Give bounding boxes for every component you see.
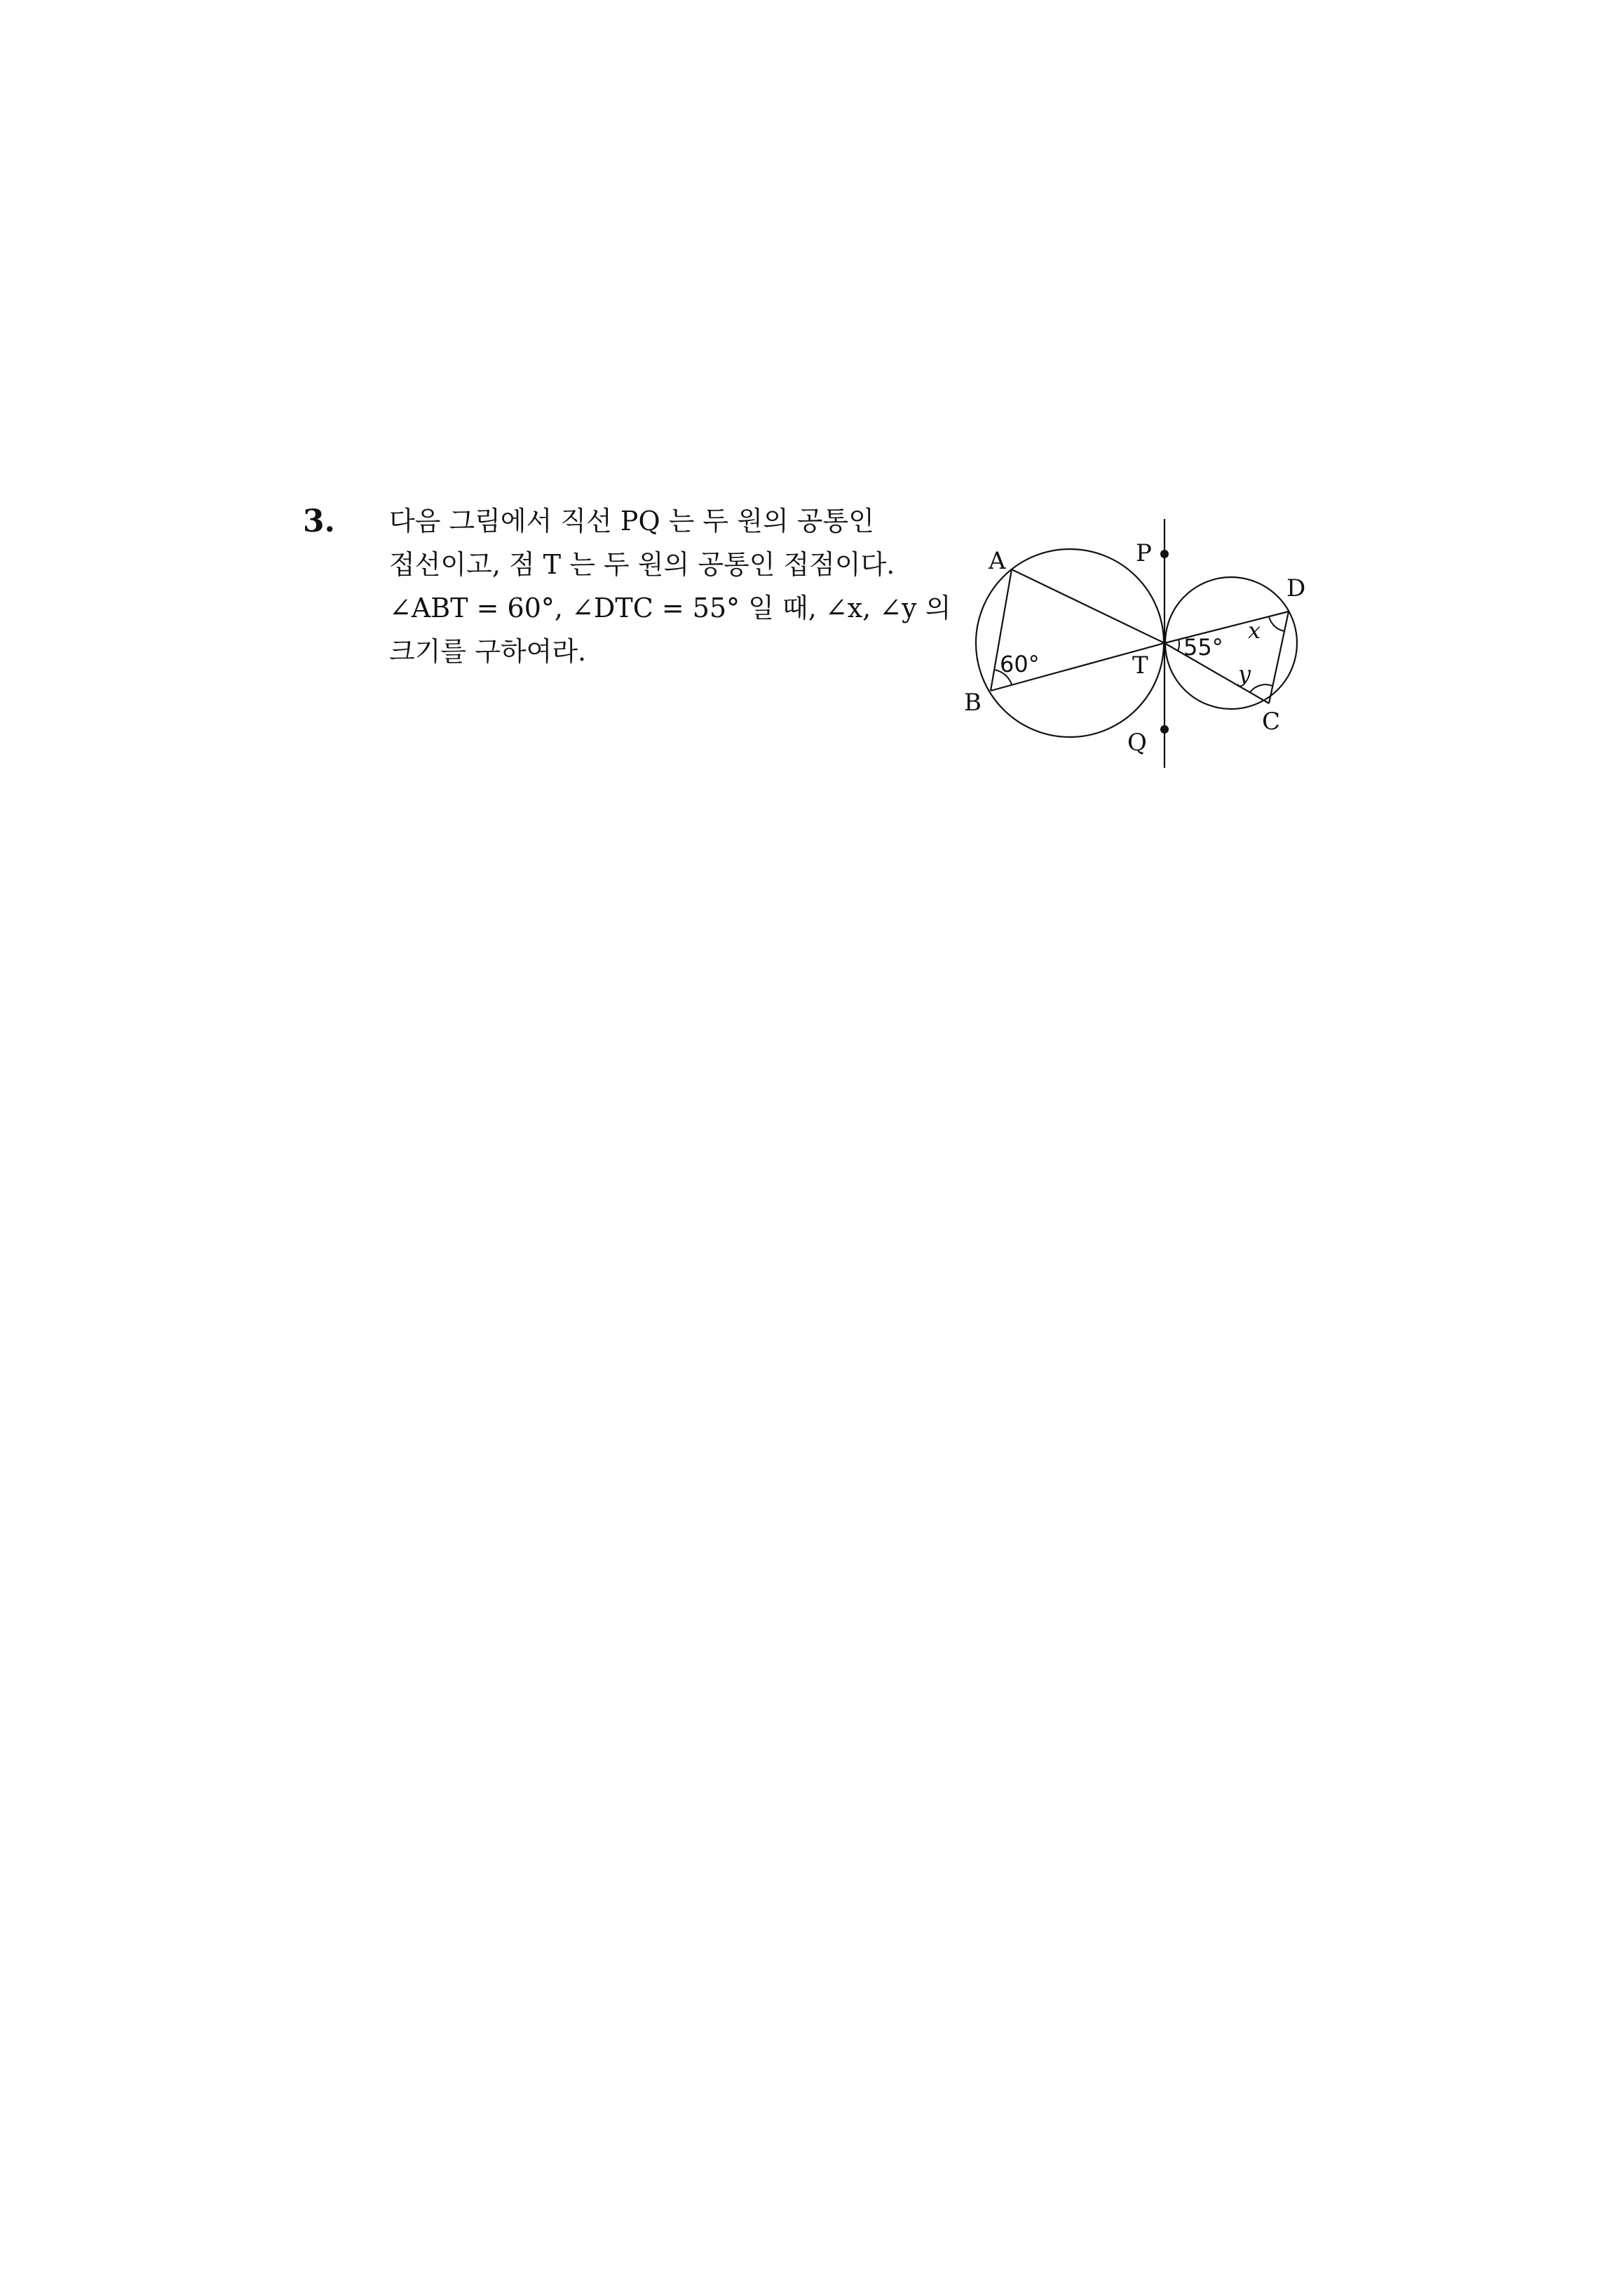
angle-arc-x xyxy=(1269,616,1284,631)
point-q-dot xyxy=(1160,725,1169,734)
angle-label-y: y xyxy=(1238,661,1251,687)
problem-statement xyxy=(389,499,951,673)
label-t: T xyxy=(1132,651,1148,680)
left-circle xyxy=(976,549,1164,737)
problem-line-1: 다음 그림에서 직선 PQ 는 두 원의 공통인 xyxy=(389,506,874,536)
label-c: C xyxy=(1262,708,1281,736)
angle-arc-y xyxy=(1250,684,1272,692)
figure-svg xyxy=(946,491,1339,778)
angle-arc-dtc xyxy=(1178,640,1179,651)
label-a: A xyxy=(989,547,1006,575)
problem-line-3: ∠ABT = 60°, ∠DTC = 55° 일 때, ∠x, ∠y 의 xyxy=(389,593,951,623)
problem-line-4: 크기를 구하여라. xyxy=(389,636,587,667)
point-p-dot xyxy=(1160,550,1169,558)
label-b: B xyxy=(964,689,982,717)
angle-label-x: x xyxy=(1248,617,1261,644)
angle-label-dtc: 55° xyxy=(1183,634,1223,661)
problem-line-2: 접선이고, 점 T 는 두 원의 공통인 접점이다. xyxy=(389,549,895,580)
label-p: P xyxy=(1136,539,1152,567)
problem-number: 3. xyxy=(303,504,335,539)
geometry-figure xyxy=(946,491,1339,778)
label-q: Q xyxy=(1127,729,1147,757)
segment-at xyxy=(1012,569,1164,643)
angle-label-abt: 60° xyxy=(1000,651,1040,677)
label-d: D xyxy=(1286,574,1306,602)
